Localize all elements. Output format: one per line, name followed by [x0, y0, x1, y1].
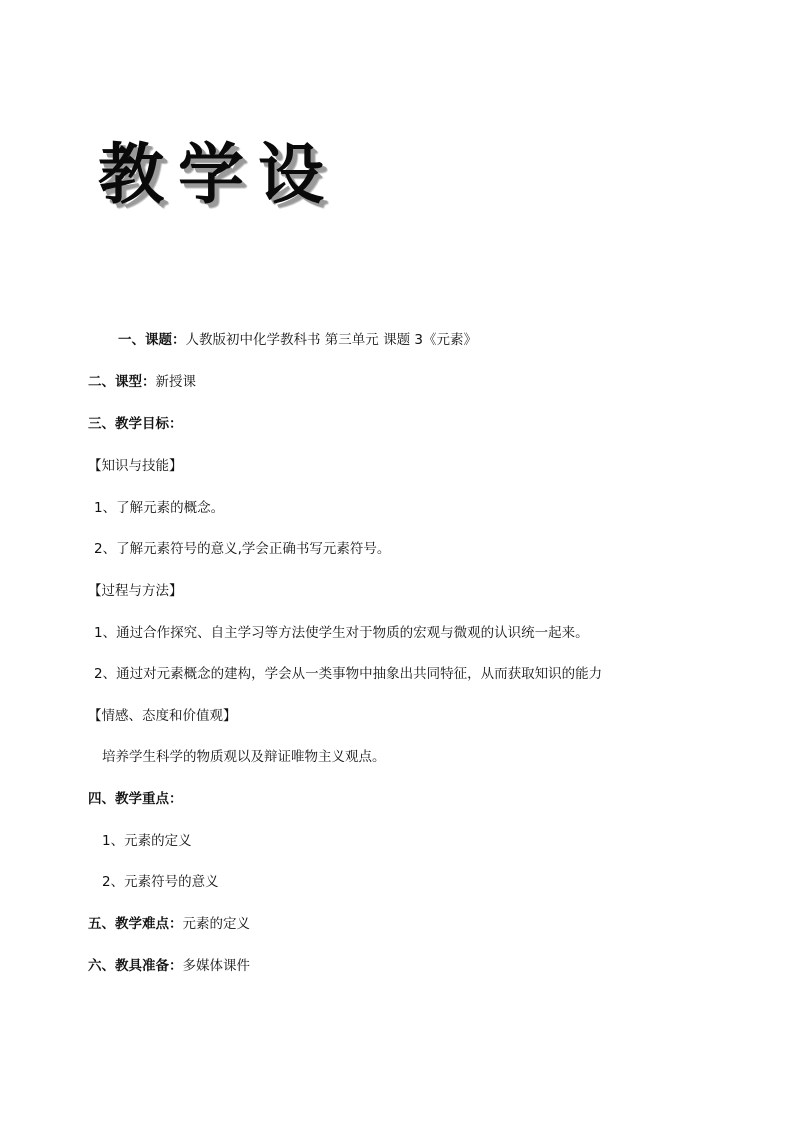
materials-label: 六、教具准备： — [88, 958, 183, 974]
lesson-type-line — [88, 373, 196, 391]
difficulty-label: 五、教学难点： — [88, 916, 183, 932]
attitude-text: 培养学生科学的物质观以及辩证唯物主义观点。 — [102, 749, 386, 765]
lesson-type-value: 新授课 — [155, 374, 196, 390]
process-item-1: 1、通过合作探究、自主学习等方法使学生对于物质的宏观与微观的认识统一起来。 — [94, 625, 589, 641]
lesson-value: 人教版初中化学教科书 第三单元 课题 3《元素》 — [185, 332, 477, 348]
objectives-heading-text: 三、教学目标： — [88, 416, 183, 432]
materials-value: 多媒体课件 — [182, 958, 250, 974]
process-item-2: 2、通过对元素概念的建构，学会从一类事物中抽象出共同特征，从而获取知识的能力 — [94, 666, 603, 682]
lesson-line — [118, 331, 477, 349]
knowledge-item-1: 1、了解元素的概念。 — [94, 500, 225, 516]
lesson-type-label: 二、课型： — [88, 374, 156, 390]
objectives-heading — [88, 415, 183, 433]
difficulty-value: 元素的定义 — [182, 916, 250, 932]
key-points-heading-text: 四、教学重点： — [88, 791, 183, 807]
process-heading: 【过程与方法】 — [88, 583, 183, 599]
materials-line — [88, 957, 250, 975]
attitude-heading: 【情感、态度和价值观】 — [88, 708, 237, 724]
document-title: 教学设 — [98, 136, 338, 213]
difficulty-line — [88, 915, 250, 933]
key-points-heading — [88, 790, 183, 808]
knowledge-item-2: 2、了解元素符号的意义,学会正确书写元素符号。 — [94, 541, 391, 557]
knowledge-heading: 【知识与技能】 — [88, 458, 183, 474]
key-point-item-2: 2、元素符号的意义 — [102, 874, 219, 890]
key-point-item-1: 1、元素的定义 — [102, 833, 192, 849]
lesson-label: 一、课题： — [118, 332, 186, 348]
